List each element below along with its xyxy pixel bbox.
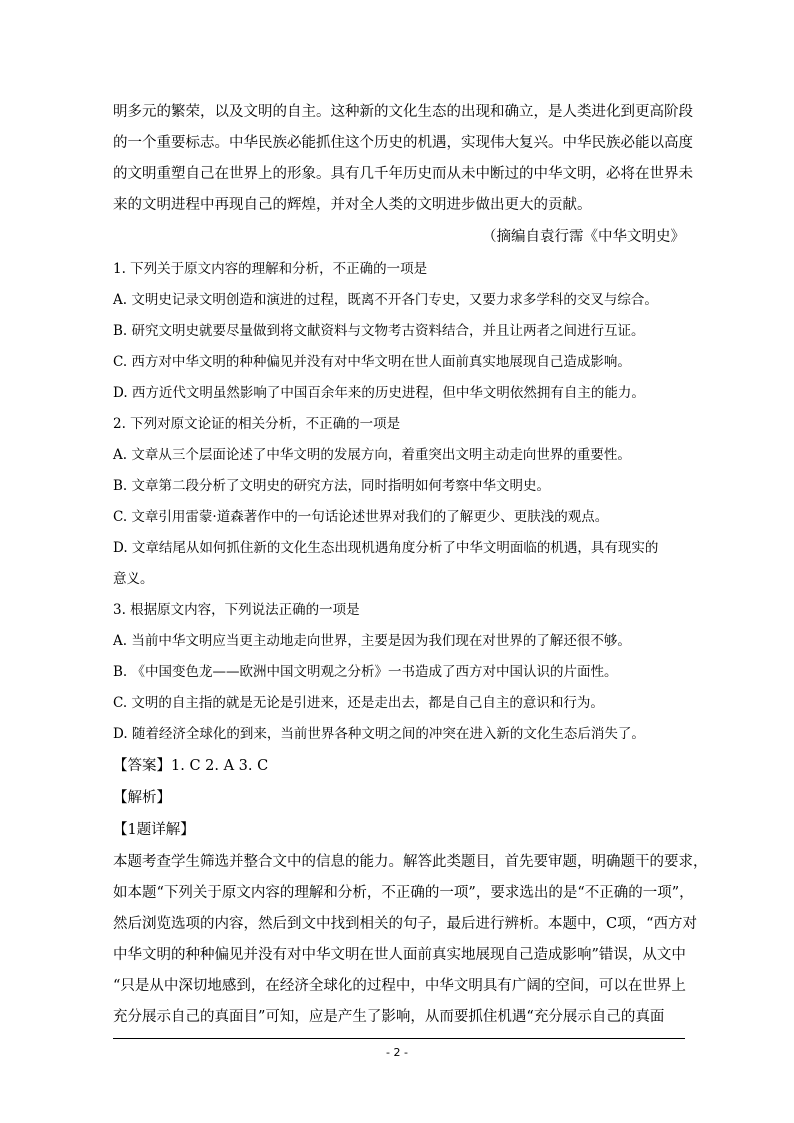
- question-1-option-d: D. 西方近代文明虽然影响了中国百余年来的历史进程，但中华文明依然拥有自主的能力。: [113, 385, 645, 401]
- answer-line: 【答案】1. C 2. A 3. C: [113, 758, 269, 774]
- passage-line: 明多元的繁荣，以及文明的自主。这种新的文化生态的出现和确立，是人类进化到更高阶段: [113, 104, 693, 120]
- question-2-option-b: B. 文章第二段分析了文明史的研究方法，同时指明如何考察中华文明史。: [113, 478, 551, 494]
- question-1-option-b: B. 研究文明史就要尽量做到将文献资料与文物考古资料结合，并且让两者之间进行互证。: [113, 323, 645, 339]
- explanation-line: 然后浏览选项的内容，然后到文中找到相关的句子，最后进行辨析。本题中，C项，“西方对: [113, 916, 698, 932]
- question-1-option-a: A. 文明史记录文明创造和演进的过程，既离不开各门专史，又要力求多学科的交叉与综合。: [113, 292, 658, 308]
- question-3-option-a: A. 当前中华文明应当更主动地走向世界，主要是因为我们现在对世界的了解还很不够。: [113, 633, 631, 649]
- footer-rule: [113, 1038, 685, 1039]
- question-2-stem: 2. 下列对原文论证的相关分析，不正确的一项是: [113, 416, 401, 432]
- explanation-line: “只是从中深切地感到，在经济全球化的过程中，中华文明具有广阔的空间，可以在世界上: [113, 978, 686, 994]
- source-citation: （摘编自袁行霈《中华文明史》: [482, 229, 685, 245]
- question-3-option-d: D. 随着经济全球化的到来，当前世界各种文明之间的冲突在进入新的文化生态后消失了。: [113, 726, 645, 742]
- passage-line: 来的文明进程中再现自己的辉煌，并对全人类的文明进步做出更大的贡献。: [113, 197, 592, 213]
- explanation-line: 充分展示自己的真面目”可知，应是产生了影响，从而要抓住机遇“充分展示自己的真面: [113, 1009, 665, 1025]
- question-3-option-b: B. 《中国变色龙——欧洲中国文明观之分析》一书造成了西方对中国认识的片面性。: [113, 664, 618, 680]
- explanation-line: 本题考查学生筛选并整合文中的信息的能力。解答此类题目，首先要审题，明确题干的要求，: [113, 854, 708, 870]
- question-1-option-c: C. 西方对中华文明的种种偏见并没有对中华文明在世人面前真实地展现自己造成影响。: [113, 354, 631, 370]
- question-3-stem: 3. 根据原文内容，下列说法正确的一项是: [113, 602, 360, 618]
- analysis-label: 【解析】: [113, 790, 171, 806]
- question-2-option-c: C. 文章引用雷蒙·道森著作中的一句话论述世界对我们的了解更少、更肤浅的观点。: [113, 509, 609, 525]
- passage-line: 的文明重塑自己在世界上的形象。具有几千年历史而从未中断过的中华文明，必将在世界未: [113, 166, 693, 182]
- explanation-line: 中华文明的种种偏见并没有对中华文明在世人面前真实地展现自己造成影响”错误，从文中: [113, 947, 686, 963]
- question-3-option-c: C. 文明的自主指的就是无论是引进来，还是走出去，都是自己自主的意识和行为。: [113, 695, 604, 711]
- passage-line: 的一个重要标志。中华民族必能抓住这个历史的机遇，实现伟大复兴。中华民族必能以高度: [113, 135, 693, 151]
- page-number: - 2 -: [386, 1046, 408, 1059]
- question-1-stem: 1. 下列关于原文内容的理解和分析，不正确的一项是: [113, 261, 428, 277]
- detail-label: 【1题详解】: [113, 822, 195, 838]
- explanation-line: 如本题“下列关于原文内容的理解和分析，不正确的一项”，要求选出的是“不正确的一项”，: [113, 885, 694, 901]
- question-2-option-a: A. 文章从三个层面论述了中华文明的发展方向，着重突出文明主动走向世界的重要性。: [113, 447, 631, 463]
- question-2-option-d-cont: 意义。: [113, 571, 154, 587]
- question-2-option-d: D. 文章结尾从如何抓住新的文化生态出现机遇角度分析了中华文明面临的机遇，具有现实的: [113, 540, 659, 556]
